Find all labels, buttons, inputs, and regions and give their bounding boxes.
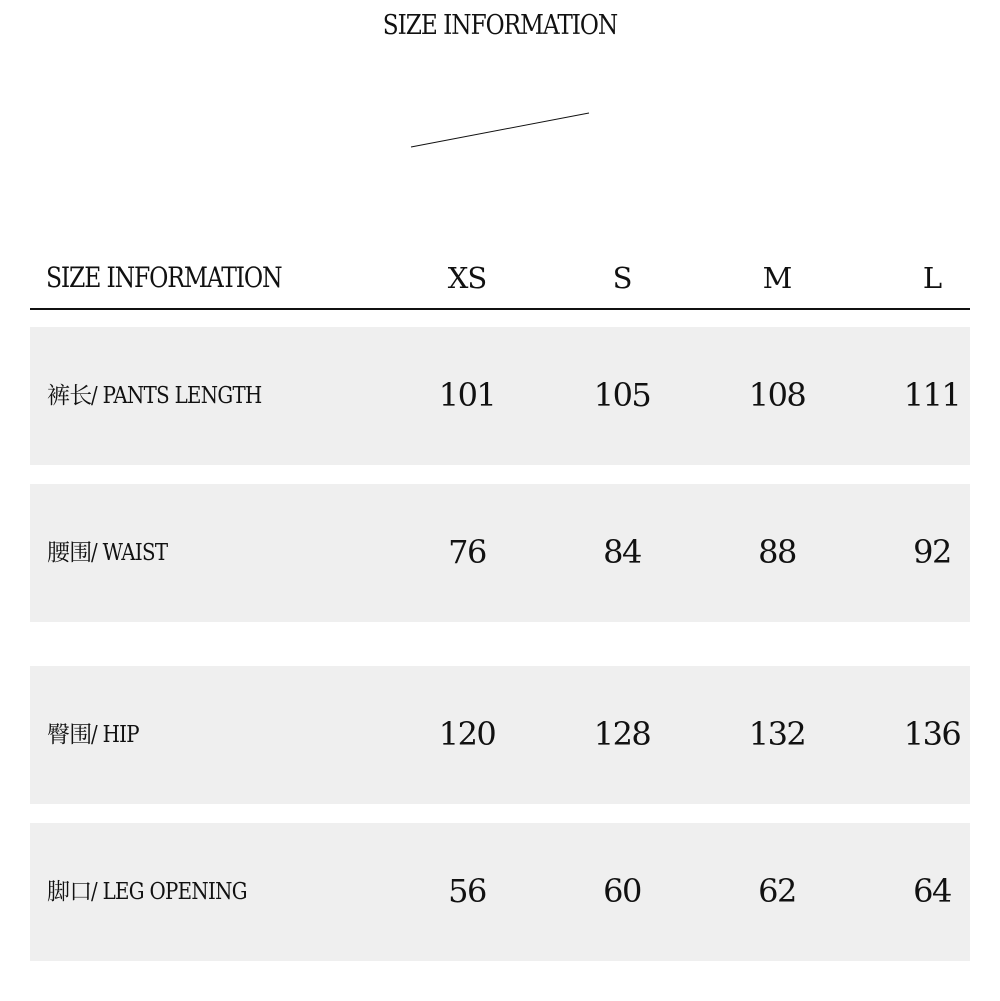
value-s: 84 [603,533,641,571]
row-label-cn: 裤长 [47,383,92,409]
header-label: SIZE INFORMATION [46,261,282,294]
size-header-m: M [762,261,792,295]
size-header-l: L [922,261,942,295]
row-label [47,875,273,909]
value-l: 136 [903,715,961,753]
row-label-en: / WAIST [91,540,168,566]
table-header [30,252,970,310]
row-label [47,536,180,570]
value-m: 88 [758,533,796,571]
value-s: 105 [593,376,651,414]
value-xs: 120 [438,715,496,753]
page-title: SIZE INFORMATION [382,10,618,41]
value-l: 111 [903,376,961,414]
value-l: 64 [913,872,951,910]
row-label-cn: 腰围 [47,540,92,566]
value-xs: 101 [438,376,496,414]
row-label-en: / LEG OPENING [91,879,248,905]
row-leg-opening [30,823,970,961]
row-label-cn: 臀围 [47,722,92,748]
value-l: 92 [913,533,951,571]
value-xs: 56 [448,872,486,910]
size-header-s: S [612,261,632,295]
value-m: 132 [748,715,806,753]
row-waist [30,484,970,622]
row-label-en: / HIP [91,722,140,748]
row-pants-length [30,327,970,465]
row-label [47,379,290,413]
value-xs: 76 [448,533,486,571]
size-header-xs: XS [447,261,487,295]
row-hip [30,666,970,804]
value-s: 128 [593,715,651,753]
value-m: 108 [748,376,806,414]
value-s: 60 [603,872,641,910]
row-label [47,718,147,752]
value-m: 62 [758,872,796,910]
row-label-cn: 脚口 [47,879,92,905]
row-label-en: / PANTS LENGTH [91,383,262,409]
